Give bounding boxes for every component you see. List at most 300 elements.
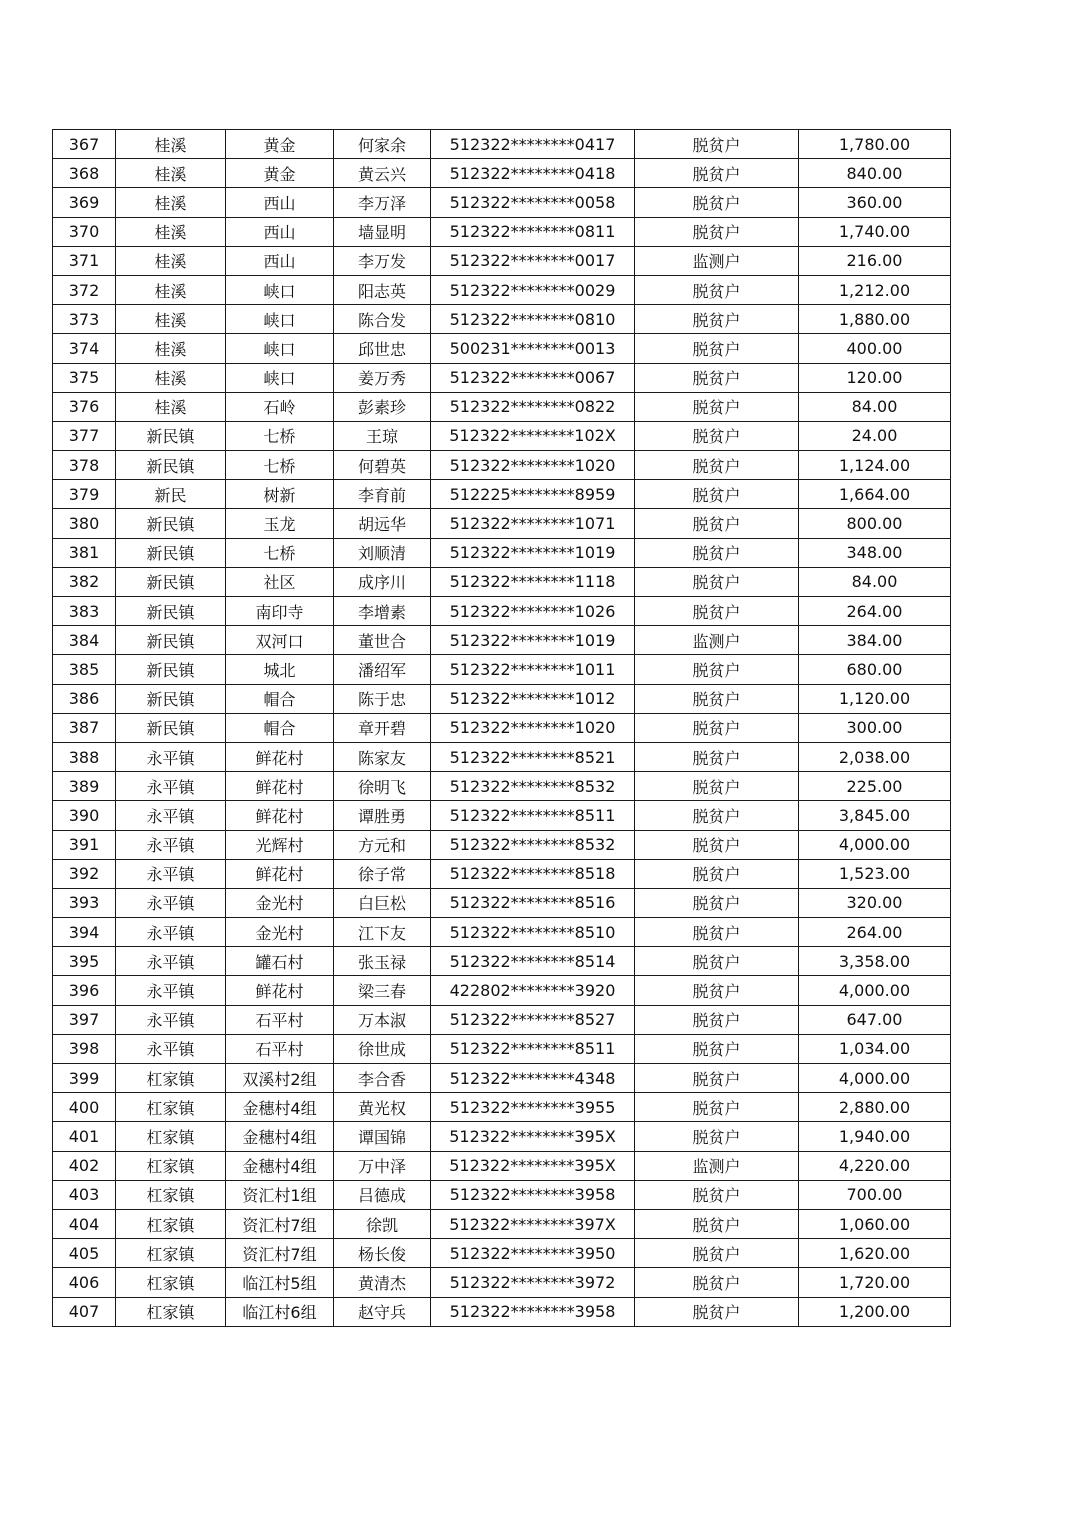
amount-cell: 2,880.00 [799,1093,951,1122]
amount-cell: 3,845.00 [799,801,951,830]
id-number-cell: 512322********3955 [431,1093,635,1122]
household-type-cell: 脱贫户 [635,713,799,742]
row-number-cell: 391 [53,830,116,859]
id-number-cell: 512225********8959 [431,480,635,509]
village-cell: 城北 [226,655,334,684]
village-cell: 石平村 [226,1005,334,1034]
row-number-cell: 404 [53,1209,116,1238]
amount-cell: 225.00 [799,772,951,801]
row-number-cell: 399 [53,1064,116,1093]
town-cell: 桂溪 [116,305,226,334]
town-cell: 杠家镇 [116,1064,226,1093]
household-type-cell: 脱贫户 [635,1122,799,1151]
id-number-cell: 512322********0067 [431,363,635,392]
household-type-cell: 脱贫户 [635,684,799,713]
household-type-cell: 脱贫户 [635,509,799,538]
row-number-cell: 367 [53,130,116,159]
household-type-cell: 脱贫户 [635,538,799,567]
table-row [53,597,951,626]
name-cell: 何碧英 [334,451,431,480]
table-row [53,655,951,684]
row-number-cell: 397 [53,1005,116,1034]
id-number-cell: 512322********8521 [431,742,635,771]
household-type-cell: 脱贫户 [635,1180,799,1209]
name-cell: 黄光权 [334,1093,431,1122]
id-number-cell: 512322********395X [431,1122,635,1151]
household-type-cell: 脱贫户 [635,888,799,917]
id-number-cell: 500231********0013 [431,334,635,363]
town-cell: 新民镇 [116,451,226,480]
id-number-cell: 512322********3958 [431,1297,635,1326]
id-number-cell: 512322********8514 [431,947,635,976]
table-row [53,509,951,538]
town-cell: 桂溪 [116,188,226,217]
village-cell: 金光村 [226,918,334,947]
id-number-cell: 512322********1019 [431,626,635,655]
town-cell: 新民镇 [116,421,226,450]
household-type-cell: 脱贫户 [635,1239,799,1268]
village-cell: 罐石村 [226,947,334,976]
row-number-cell: 405 [53,1239,116,1268]
amount-cell: 24.00 [799,421,951,450]
table-row [53,742,951,771]
village-cell: 双溪村2组 [226,1064,334,1093]
town-cell: 新民镇 [116,538,226,567]
amount-cell: 647.00 [799,1005,951,1034]
row-number-cell: 386 [53,684,116,713]
village-cell: 黄金 [226,130,334,159]
amount-cell: 1,200.00 [799,1297,951,1326]
household-type-cell: 脱贫户 [635,947,799,976]
amount-cell: 1,780.00 [799,130,951,159]
id-number-cell: 512322********3972 [431,1268,635,1297]
amount-cell: 1,034.00 [799,1034,951,1063]
town-cell: 新民镇 [116,713,226,742]
town-cell: 桂溪 [116,246,226,275]
name-cell: 刘顺清 [334,538,431,567]
table-row [53,217,951,246]
amount-cell: 3,358.00 [799,947,951,976]
amount-cell: 1,124.00 [799,451,951,480]
town-cell: 杠家镇 [116,1122,226,1151]
town-cell: 新民镇 [116,684,226,713]
household-type-cell: 脱贫户 [635,772,799,801]
household-type-cell: 脱贫户 [635,801,799,830]
amount-cell: 4,000.00 [799,1064,951,1093]
row-number-cell: 403 [53,1180,116,1209]
table-row [53,1297,951,1326]
amount-cell: 84.00 [799,567,951,596]
table-row [53,1034,951,1063]
amount-cell: 400.00 [799,334,951,363]
table-row [53,334,951,363]
amount-cell: 120.00 [799,363,951,392]
household-type-cell: 脱贫户 [635,363,799,392]
name-cell: 谭国锦 [334,1122,431,1151]
household-type-cell: 脱贫户 [635,1034,799,1063]
town-cell: 杠家镇 [116,1209,226,1238]
town-cell: 永平镇 [116,859,226,888]
household-type-cell: 脱贫户 [635,334,799,363]
household-type-cell: 脱贫户 [635,830,799,859]
row-number-cell: 380 [53,509,116,538]
amount-cell: 216.00 [799,246,951,275]
amount-cell: 264.00 [799,918,951,947]
town-cell: 杠家镇 [116,1239,226,1268]
id-number-cell: 512322********4348 [431,1064,635,1093]
id-number-cell: 512322********1020 [431,451,635,480]
id-number-cell: 512322********0822 [431,392,635,421]
name-cell: 墙显明 [334,217,431,246]
village-cell: 鲜花村 [226,859,334,888]
row-number-cell: 398 [53,1034,116,1063]
name-cell: 徐世成 [334,1034,431,1063]
name-cell: 杨长俊 [334,1239,431,1268]
table-row [53,1064,951,1093]
village-cell: 金穗村4组 [226,1151,334,1180]
row-number-cell: 407 [53,1297,116,1326]
name-cell: 李增素 [334,597,431,626]
name-cell: 李育前 [334,480,431,509]
table-row [53,305,951,334]
household-type-cell: 脱贫户 [635,742,799,771]
household-type-cell: 脱贫户 [635,130,799,159]
household-type-cell: 监测户 [635,1151,799,1180]
name-cell: 谭胜勇 [334,801,431,830]
table-row [53,1122,951,1151]
town-cell: 杠家镇 [116,1297,226,1326]
row-number-cell: 378 [53,451,116,480]
table-row [53,567,951,596]
table-row [53,772,951,801]
town-cell: 新民 [116,480,226,509]
table-row [53,480,951,509]
village-cell: 鲜花村 [226,772,334,801]
name-cell: 彭素珍 [334,392,431,421]
household-type-cell: 脱贫户 [635,188,799,217]
town-cell: 新民镇 [116,567,226,596]
name-cell: 陈家友 [334,742,431,771]
household-type-cell: 脱贫户 [635,421,799,450]
name-cell: 徐明飞 [334,772,431,801]
id-number-cell: 512322********8511 [431,801,635,830]
id-number-cell: 512322********1026 [431,597,635,626]
village-cell: 峡口 [226,334,334,363]
table-row [53,859,951,888]
amount-cell: 680.00 [799,655,951,684]
id-number-cell: 512322********8532 [431,772,635,801]
village-cell: 峡口 [226,275,334,304]
village-cell: 西山 [226,246,334,275]
name-cell: 章开碧 [334,713,431,742]
table-row [53,275,951,304]
name-cell: 成序川 [334,567,431,596]
id-number-cell: 512322********0058 [431,188,635,217]
row-number-cell: 390 [53,801,116,830]
id-number-cell: 512322********8516 [431,888,635,917]
household-type-cell: 脱贫户 [635,655,799,684]
village-cell: 临江村5组 [226,1268,334,1297]
name-cell: 姜万秀 [334,363,431,392]
table-row [53,1093,951,1122]
name-cell: 黄清杰 [334,1268,431,1297]
row-number-cell: 394 [53,918,116,947]
amount-cell: 320.00 [799,888,951,917]
village-cell: 鲜花村 [226,976,334,1005]
town-cell: 永平镇 [116,1034,226,1063]
household-type-cell: 脱贫户 [635,275,799,304]
table-row [53,451,951,480]
amount-cell: 1,120.00 [799,684,951,713]
amount-cell: 1,880.00 [799,305,951,334]
table-row [53,363,951,392]
amount-cell: 800.00 [799,509,951,538]
id-number-cell: 512322********8527 [431,1005,635,1034]
amount-cell: 348.00 [799,538,951,567]
id-number-cell: 512322********102X [431,421,635,450]
id-number-cell: 512322********0417 [431,130,635,159]
name-cell: 张玉禄 [334,947,431,976]
household-type-cell: 脱贫户 [635,480,799,509]
village-cell: 南印寺 [226,597,334,626]
town-cell: 桂溪 [116,392,226,421]
town-cell: 永平镇 [116,918,226,947]
household-type-cell: 脱贫户 [635,159,799,188]
name-cell: 黄云兴 [334,159,431,188]
table-row [53,1268,951,1297]
row-number-cell: 373 [53,305,116,334]
table-row [53,130,951,159]
row-number-cell: 379 [53,480,116,509]
household-type-cell: 脱贫户 [635,859,799,888]
row-number-cell: 388 [53,742,116,771]
id-number-cell: 512322********8518 [431,859,635,888]
household-type-cell: 脱贫户 [635,1268,799,1297]
household-type-cell: 脱贫户 [635,1093,799,1122]
table-row [53,888,951,917]
town-cell: 永平镇 [116,947,226,976]
town-cell: 永平镇 [116,976,226,1005]
name-cell: 徐凯 [334,1209,431,1238]
town-cell: 永平镇 [116,801,226,830]
village-cell: 金光村 [226,888,334,917]
amount-cell: 4,220.00 [799,1151,951,1180]
village-cell: 帽合 [226,684,334,713]
village-cell: 七桥 [226,451,334,480]
row-number-cell: 382 [53,567,116,596]
name-cell: 何家余 [334,130,431,159]
id-number-cell: 512322********8532 [431,830,635,859]
household-type-cell: 监测户 [635,626,799,655]
table-row [53,976,951,1005]
village-cell: 七桥 [226,538,334,567]
table-row [53,421,951,450]
village-cell: 临江村6组 [226,1297,334,1326]
town-cell: 新民镇 [116,655,226,684]
town-cell: 永平镇 [116,1005,226,1034]
row-number-cell: 385 [53,655,116,684]
household-type-cell: 脱贫户 [635,1064,799,1093]
amount-cell: 840.00 [799,159,951,188]
name-cell: 梁三春 [334,976,431,1005]
row-number-cell: 406 [53,1268,116,1297]
beneficiary-table [52,129,951,1327]
village-cell: 帽合 [226,713,334,742]
row-number-cell: 371 [53,246,116,275]
row-number-cell: 381 [53,538,116,567]
household-type-cell: 脱贫户 [635,217,799,246]
name-cell: 李合香 [334,1064,431,1093]
table-row [53,159,951,188]
village-cell: 资汇村1组 [226,1180,334,1209]
name-cell: 万中泽 [334,1151,431,1180]
village-cell: 树新 [226,480,334,509]
id-number-cell: 512322********0029 [431,275,635,304]
village-cell: 社区 [226,567,334,596]
village-cell: 金穗村4组 [226,1122,334,1151]
household-type-cell: 脱贫户 [635,451,799,480]
id-number-cell: 512322********8511 [431,1034,635,1063]
table-row [53,713,951,742]
name-cell: 阳志英 [334,275,431,304]
row-number-cell: 393 [53,888,116,917]
table-row [53,801,951,830]
name-cell: 李万发 [334,246,431,275]
town-cell: 桂溪 [116,217,226,246]
row-number-cell: 387 [53,713,116,742]
name-cell: 江下友 [334,918,431,947]
household-type-cell: 脱贫户 [635,976,799,1005]
table-row [53,1151,951,1180]
amount-cell: 1,620.00 [799,1239,951,1268]
village-cell: 资汇村7组 [226,1239,334,1268]
household-type-cell: 脱贫户 [635,597,799,626]
id-number-cell: 512322********1012 [431,684,635,713]
village-cell: 石平村 [226,1034,334,1063]
row-number-cell: 376 [53,392,116,421]
row-number-cell: 395 [53,947,116,976]
amount-cell: 384.00 [799,626,951,655]
amount-cell: 1,212.00 [799,275,951,304]
town-cell: 永平镇 [116,742,226,771]
village-cell: 西山 [226,188,334,217]
village-cell: 玉龙 [226,509,334,538]
village-cell: 西山 [226,217,334,246]
name-cell: 邱世忠 [334,334,431,363]
name-cell: 徐子常 [334,859,431,888]
name-cell: 陈合发 [334,305,431,334]
village-cell: 七桥 [226,421,334,450]
town-cell: 桂溪 [116,334,226,363]
town-cell: 新民镇 [116,597,226,626]
village-cell: 石岭 [226,392,334,421]
name-cell: 白巨松 [334,888,431,917]
town-cell: 桂溪 [116,363,226,392]
household-type-cell: 脱贫户 [635,1005,799,1034]
id-number-cell: 512322********0418 [431,159,635,188]
row-number-cell: 369 [53,188,116,217]
town-cell: 永平镇 [116,772,226,801]
household-type-cell: 脱贫户 [635,1297,799,1326]
village-cell: 双河口 [226,626,334,655]
amount-cell: 4,000.00 [799,976,951,1005]
town-cell: 永平镇 [116,830,226,859]
table-row [53,918,951,947]
amount-cell: 84.00 [799,392,951,421]
village-cell: 峡口 [226,305,334,334]
name-cell: 赵守兵 [334,1297,431,1326]
id-number-cell: 512322********397X [431,1209,635,1238]
village-cell: 鲜花村 [226,801,334,830]
name-cell: 方元和 [334,830,431,859]
amount-cell: 700.00 [799,1180,951,1209]
town-cell: 永平镇 [116,888,226,917]
row-number-cell: 396 [53,976,116,1005]
household-type-cell: 脱贫户 [635,392,799,421]
row-number-cell: 392 [53,859,116,888]
amount-cell: 2,038.00 [799,742,951,771]
row-number-cell: 402 [53,1151,116,1180]
amount-cell: 300.00 [799,713,951,742]
table-row [53,1239,951,1268]
id-number-cell: 512322********1118 [431,567,635,596]
table-row [53,947,951,976]
town-cell: 杠家镇 [116,1180,226,1209]
household-type-cell: 脱贫户 [635,567,799,596]
table-row [53,830,951,859]
row-number-cell: 401 [53,1122,116,1151]
name-cell: 潘绍军 [334,655,431,684]
table-row [53,684,951,713]
table-row [53,246,951,275]
id-number-cell: 512322********0017 [431,246,635,275]
town-cell: 新民镇 [116,626,226,655]
table-row [53,392,951,421]
id-number-cell: 512322********8510 [431,918,635,947]
town-cell: 桂溪 [116,130,226,159]
name-cell: 万本淑 [334,1005,431,1034]
id-number-cell: 512322********3950 [431,1239,635,1268]
id-number-cell: 512322********0811 [431,217,635,246]
table-row [53,626,951,655]
town-cell: 桂溪 [116,159,226,188]
village-cell: 光辉村 [226,830,334,859]
town-cell: 新民镇 [116,509,226,538]
row-number-cell: 374 [53,334,116,363]
name-cell: 董世合 [334,626,431,655]
amount-cell: 360.00 [799,188,951,217]
name-cell: 王琼 [334,421,431,450]
id-number-cell: 512322********1011 [431,655,635,684]
table-row [53,538,951,567]
amount-cell: 1,740.00 [799,217,951,246]
id-number-cell: 512322********3958 [431,1180,635,1209]
row-number-cell: 383 [53,597,116,626]
table-row [53,1180,951,1209]
name-cell: 吕德成 [334,1180,431,1209]
row-number-cell: 400 [53,1093,116,1122]
town-cell: 杠家镇 [116,1151,226,1180]
amount-cell: 264.00 [799,597,951,626]
id-number-cell: 512322********395X [431,1151,635,1180]
row-number-cell: 370 [53,217,116,246]
village-cell: 峡口 [226,363,334,392]
id-number-cell: 512322********1071 [431,509,635,538]
household-type-cell: 脱贫户 [635,1209,799,1238]
town-cell: 桂溪 [116,275,226,304]
name-cell: 陈于忠 [334,684,431,713]
table-body [53,130,951,1327]
